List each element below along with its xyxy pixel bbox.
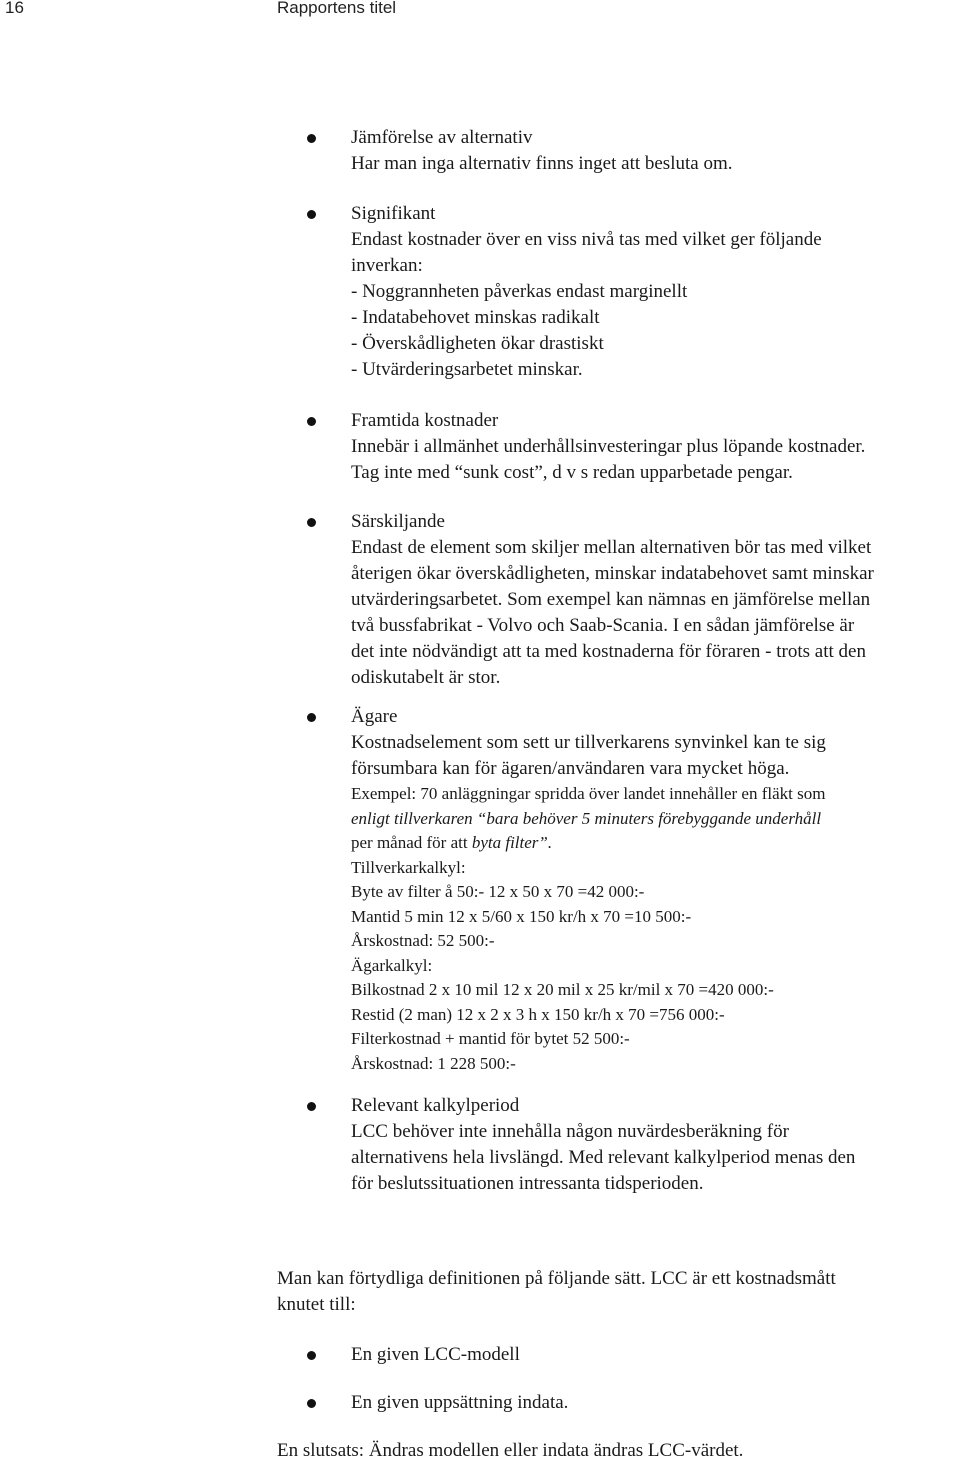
bullet-icon <box>307 1351 316 1360</box>
item-text: alternativens hela livslängd. Med relevant kalkylperiod menas den <box>351 1147 856 1168</box>
item-heading: Jämförelse av alternativ <box>351 127 533 148</box>
item-text: Har man inga alternativ finns inget att besluta om. <box>351 153 733 174</box>
bullet-icon <box>307 1399 316 1408</box>
bullet-icon <box>307 713 316 722</box>
calc-line: Mantid 5 min 12 x 5/60 x 150 kr/h x 70 =10 500:- <box>351 906 692 926</box>
list-item-lcc-modell <box>351 1342 951 1368</box>
bullet-icon <box>307 134 316 143</box>
item-text: det inte nödvändigt att ta med kostnaderna för föraren - trots att den <box>351 641 866 662</box>
list-item-signifikant <box>351 201 951 383</box>
item-text: - Överskådligheten ökar drastiskt <box>351 333 604 354</box>
item-heading: Ägare <box>351 706 398 727</box>
bullet-icon <box>307 210 316 219</box>
intro-paragraph <box>277 1266 836 1318</box>
conclusion-paragraph <box>277 1438 743 1464</box>
example-text: Exempel: 70 anläggningar spridda över landet innehåller en fläkt som <box>351 784 826 803</box>
bullet-icon <box>307 518 316 527</box>
list-item-framtida-kostnader <box>351 408 951 486</box>
item-heading: Signifikant <box>351 203 436 224</box>
example-text-prefix: per månad för att <box>351 833 472 852</box>
calc-line: Årskostnad: 1 228 500:- <box>351 1053 516 1073</box>
item-text: Endast kostnader över en viss nivå tas med vilket ger följande <box>351 229 822 250</box>
list-item-relevant-kalkylperiod <box>351 1093 951 1197</box>
item-heading: Relevant kalkylperiod <box>351 1095 520 1116</box>
item-text: två bussfabrikat - Volvo och Saab-Scania. I en sådan jämförelse är <box>351 615 855 636</box>
list-item-agare <box>351 704 951 1076</box>
item-text: Endast de element som skiljer mellan alternativen bör tas med vilket <box>351 537 872 558</box>
example-text-italic: byta filter”. <box>471 833 553 852</box>
page-header <box>0 0 960 24</box>
paragraph-line: knutet till: <box>277 1294 356 1315</box>
calc-line: Tillverkarkalkyl: <box>351 857 466 877</box>
item-text: för beslutssituationen intressanta tidsperioden. <box>351 1173 704 1194</box>
item-text: Kostnadselement som sett ur tillverkarens synvinkel kan te sig <box>351 732 826 753</box>
item-text: LCC behöver inte innehålla någon nuvärdesberäkning för <box>351 1121 789 1142</box>
calc-line: Filterkostnad + mantid för bytet 52 500:- <box>351 1029 630 1048</box>
example-text <box>351 831 951 856</box>
page-number: 16 <box>5 0 24 17</box>
item-text: återigen ökar överskådligheten, minskar indatabehovet samt minskar <box>351 563 874 584</box>
item-heading: Framtida kostnader <box>351 410 499 431</box>
item-text: utvärderingsarbetet. Som exempel kan nämnas en jämförelse mellan <box>351 589 871 610</box>
item-text: Tag inte med “sunk cost”, d v s redan upparbetade pengar. <box>351 462 793 483</box>
item-text: odiskutabelt är stor. <box>351 667 501 688</box>
item-text: En given LCC-modell <box>351 1344 520 1365</box>
calc-line: Årskostnad: 52 500:- <box>351 931 495 950</box>
list-item-uppsattning-indata <box>351 1390 951 1416</box>
item-text: försumbara kan för ägaren/användaren vara mycket höga. <box>351 758 790 779</box>
item-text: Innebär i allmänhet underhållsinvesteringar plus löpande kostnader. <box>351 436 866 457</box>
calc-line: Byte av filter å 50:- 12 x 50 x 70 =42 000:- <box>351 882 645 901</box>
bullet-icon <box>307 1102 316 1111</box>
list-item-jamforelse <box>351 125 951 177</box>
item-text: - Indatabehovet minskas radikalt <box>351 307 600 328</box>
item-text: inverkan: <box>351 255 423 276</box>
calc-line: Bilkostnad 2 x 10 mil 12 x 20 mil x 25 kr/mil x 70 =420 000:- <box>351 980 774 999</box>
example-text-italic: enligt tillverkaren “bara behöver 5 minuters förebyggande underhåll <box>351 808 822 828</box>
bullet-icon <box>307 417 316 426</box>
item-text: - Noggrannheten påverkas endast marginellt <box>351 281 688 302</box>
paragraph-line: En slutsats: Ändras modellen eller indata ändras LCC-värdet. <box>277 1440 744 1461</box>
item-text: - Utvärderingsarbetet minskar. <box>351 359 583 380</box>
paragraph-line: Man kan förtydliga definitionen på följande sätt. LCC är ett kostnadsmått <box>277 1268 836 1289</box>
calc-line: Restid (2 man) 12 x 2 x 3 h x 150 kr/h x 70 =756 000:- <box>351 1004 725 1024</box>
item-text: En given uppsättning indata. <box>351 1392 569 1413</box>
calc-line: Ägarkalkyl: <box>351 955 433 975</box>
item-heading: Särskiljande <box>351 511 445 532</box>
list-item-sarskiljande <box>351 509 951 691</box>
running-title: Rapportens titel <box>277 0 397 17</box>
